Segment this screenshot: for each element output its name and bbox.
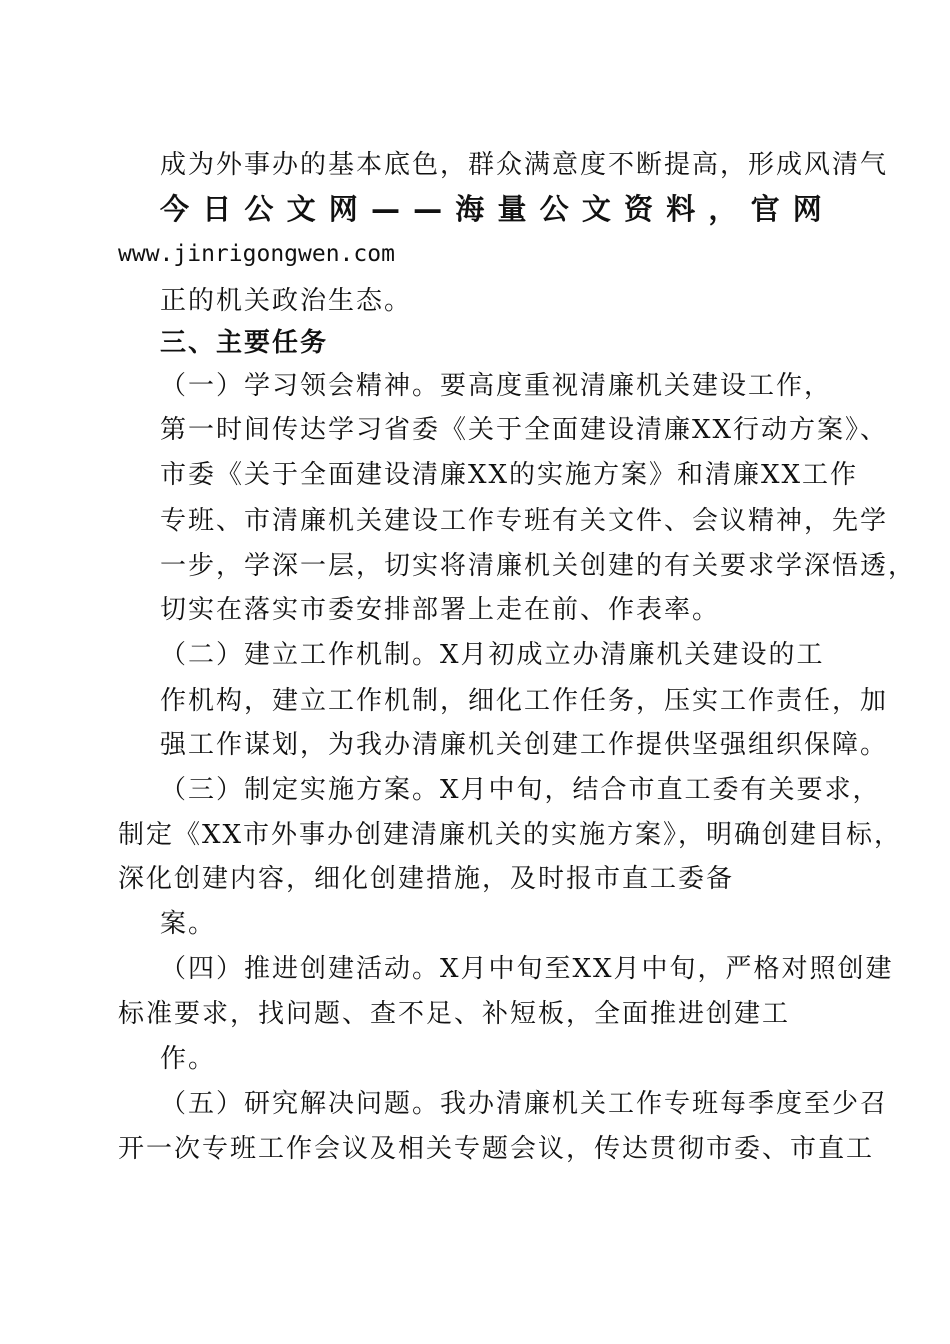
paragraph-line: 作。 [160, 1044, 217, 1074]
paragraph-line: 开一次专班工作会议及相关专题会议，传达贯彻市委、市直工 [118, 1134, 875, 1164]
banner-char: 文 [286, 192, 316, 226]
paragraph-line: 深化创建内容，细化创建措施，及时报市直工委备 [118, 864, 735, 894]
item-1-title-line: （一）学习领会精神。要高度重视清廉机关建设工作， [160, 371, 833, 401]
item-2-title-line: （二）建立工作机制。X月初成立办清廉机关建设的工 [160, 640, 825, 670]
banner-char: 文 [581, 192, 611, 226]
watermark-banner [160, 192, 822, 226]
paragraph-line: 标准要求，找问题、查不足、补短板，全面推进创建工 [118, 999, 791, 1029]
paragraph-line: 强工作谋划，为我办清廉机关创建工作提供坚强组织保障。 [160, 730, 889, 760]
paragraph-line: 成为外事办的基本底色，群众满意度不断提高，形成风清气 [160, 150, 889, 180]
banner-char: 资 [624, 192, 654, 226]
paragraph-line: 市委《关于全面建设清廉XX的实施方案》和清廉XX工作 [160, 460, 859, 490]
item-3-title-line: （三）制定实施方案。X月中旬，结合市直工委有关要求， [160, 775, 881, 805]
paragraph-line: 切实在落实市委安排部署上走在前、作表率。 [160, 595, 721, 625]
banner-char: 官 [750, 192, 780, 226]
paragraph-line: 专班、市清廉机关建设工作专班有关文件、会议精神，先学 [160, 506, 889, 536]
banner-char: 公 [244, 192, 274, 226]
paragraph-line: 正的机关政治生态。 [160, 286, 413, 316]
item-4-title-line: （四）推进创建活动。X月中旬至XX月中旬，严格对照创建 [160, 954, 894, 984]
section-heading: 三、主要任务 [160, 328, 329, 358]
banner-char: 日 [202, 192, 232, 226]
item-5-title-line: （五）研究解决问题。我办清廉机关工作专班每季度至少召 [160, 1089, 889, 1119]
paragraph-line: 作机构，建立工作机制，细化工作任务，压实工作责任，加 [160, 686, 889, 716]
banner-char: — [370, 192, 400, 226]
banner-char: 网 [328, 192, 358, 226]
banner-char: 海 [455, 192, 485, 226]
paragraph-line: 一步，学深一层，切实将清廉机关创建的有关要求学深悟透， [160, 551, 917, 581]
paragraph-line: 制定《XX市外事办创建清廉机关的实施方案》，明确创建目标， [118, 820, 903, 850]
banner-char: 料 [666, 192, 696, 226]
paragraph-line: 案。 [160, 909, 217, 939]
banner-char: 公 [539, 192, 569, 226]
banner-char: 今 [160, 192, 190, 226]
banner-char: ， [708, 192, 738, 226]
banner-char: 网 [792, 192, 822, 226]
banner-char: — [413, 192, 443, 226]
paragraph-line: 第一时间传达学习省委《关于全面建设清廉XX行动方案》、 [160, 415, 889, 445]
watermark-url: www.jinrigongwen.com [118, 241, 395, 267]
banner-char: 量 [497, 192, 527, 226]
